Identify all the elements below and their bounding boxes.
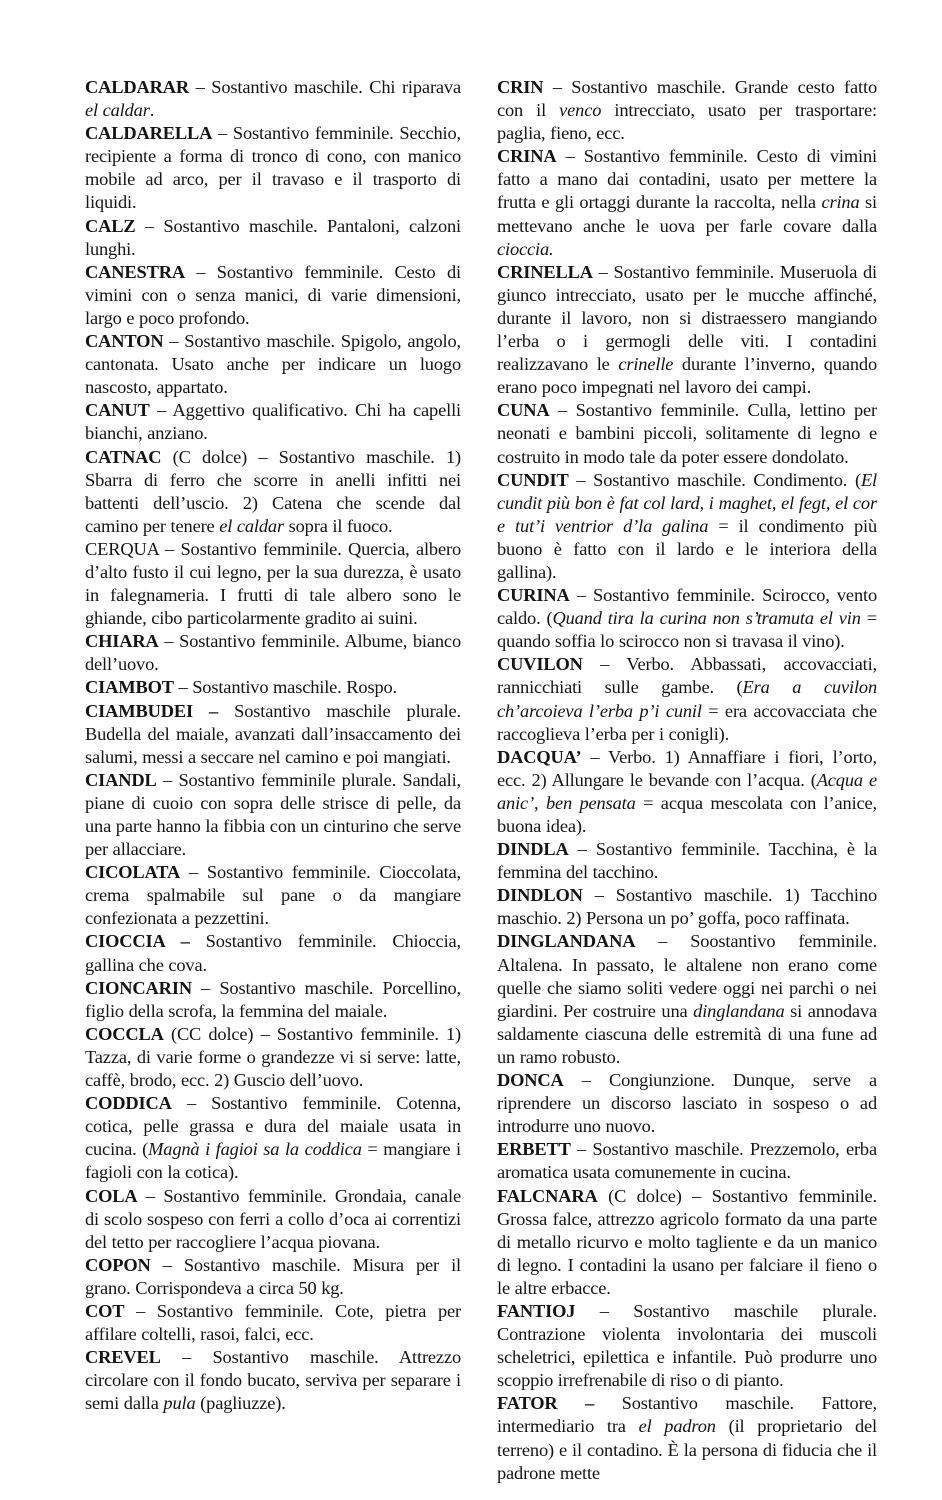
- definition-text: CERQUA – Sostantivo femminile. Quercia, albero d’alto fusto il cui legno, per la sua durezza, è usato in falegnameria. I frutti di tale albero sono le ghiande, cibo particolarmente gradito ai suini.: [85, 538, 461, 629]
- dialect-term: cioccia.: [497, 238, 554, 259]
- dictionary-entry: [85, 700, 461, 769]
- headword: COPON: [85, 1254, 151, 1275]
- definition-text: – Sostantivo femminile. Cesto di vimini fatto a mano dai contadini, usato per mettere la frutta e gli ortaggi durante la raccolta, nella: [497, 146, 877, 213]
- dialect-term: el padron: [638, 1416, 716, 1437]
- dictionary-entry: [85, 261, 461, 330]
- definition-text: – Sostantivo maschile. Grande cesto fatto con il: [497, 77, 877, 121]
- definition-text: Sostantivo maschile. Fattore, intermediario tra: [497, 1393, 878, 1437]
- headword: COLA: [85, 1185, 138, 1206]
- definition-text: – Sostantivo femminile. Secchio, recipiente a forma di tronco di cono, con manico mobile ad arco, per il travaso e il trasporto di liquidi.: [85, 123, 461, 213]
- definition-text: intrecciato, usato per trasportare: paglia, fieno, ecc.: [497, 100, 877, 144]
- dictionary-entry: [497, 930, 877, 1069]
- definition-text: (C dolce) – Sostantivo femminile. Grossa falce, attrezzo agricolo formato da una parte di metallo ricurvo e molto tagliente e da un manico di legno. I contadini la usano per falciare il fieno o le altre erbacce.: [497, 1185, 877, 1298]
- dictionary-entry: [85, 76, 461, 122]
- definition-text: – Sostantivo maschile. Condimento. (: [568, 469, 861, 490]
- headword: DINGLANDANA: [497, 931, 636, 952]
- dictionary-entry: [85, 215, 461, 261]
- dictionary-entry: [85, 122, 461, 214]
- definition-text: – Soostantivo femminile. Altalena. In passato, le altalene non erano come quelle che siamo soliti vedere oggi nei parchi o nei giardini. Per costruire una: [497, 931, 877, 1021]
- definition-text: (pagliuzze).: [195, 1393, 286, 1414]
- definition-text: – Sostantivo maschile. 1) Tacchino maschio. 2) Persona un po’ goffa, poco raffinata.: [497, 885, 877, 929]
- definition-text: – Sostantivo maschile. Prezzemolo, erba aromatica usata comunemente in cucina.: [497, 1139, 877, 1183]
- dictionary-entry: [85, 399, 461, 445]
- dictionary-entry: [497, 261, 877, 400]
- dictionary-entry: [85, 1300, 461, 1346]
- definition-text: – Sostantivo femminile. Albume, bianco dell’uovo.: [85, 631, 461, 675]
- dictionary-entry: [497, 884, 877, 930]
- headword: CIAMBUDEI –: [85, 700, 219, 721]
- headword: CANUT: [85, 400, 150, 421]
- headword: CATNAC: [85, 446, 162, 467]
- definition-text: si mettevano anche le uova per farle covare dalla: [497, 192, 877, 236]
- headword: DACQUA’: [497, 746, 582, 767]
- headword: CALZ: [85, 215, 136, 236]
- definition-text: = acqua mescolata con l’anice, buona idea).: [497, 792, 878, 836]
- definition-text: durante l’inverno, quando erano poco impegnati nel lavoro dei campi.: [497, 354, 877, 398]
- headword: FALCNARA: [497, 1185, 598, 1206]
- headword: CANESTRA: [85, 261, 185, 282]
- headword: CUVILON: [497, 654, 583, 675]
- dictionary-entry: [497, 1392, 877, 1484]
- dictionary-entry: [497, 1069, 877, 1138]
- definition-text: – Sostantivo femminile. Grondaia, canale di scolo sospeso con ferri a collo d’oca ai correntizi del tetto per raccogliere l’acqua piovana.: [85, 1185, 461, 1252]
- definition-text: sopra il fuoco.: [283, 515, 393, 536]
- headword: CIONCARIN: [85, 977, 192, 998]
- headword: CUNA: [497, 400, 550, 421]
- definition-text: .: [149, 100, 155, 121]
- definition-text: – Sostantivo femminile. Culla, lettino per neonati e bambini piccoli, solitamente di legno e costruito in modo tale da poter essere dondolato.: [497, 400, 877, 467]
- column-left: [85, 76, 461, 1415]
- dictionary-entry: [85, 1185, 461, 1254]
- definition-text: – Sostantivo femminile. Cotenna, cotica, pelle grassa e dura del maiale usata in cucina. (: [85, 1093, 461, 1160]
- dialect-term: venco: [559, 100, 602, 121]
- headword: CUNDIT: [497, 469, 569, 490]
- dictionary-entry: [497, 584, 877, 653]
- dialect-term: Era a cuvilon ch’arcoieva l’erba p’i cunil: [497, 677, 877, 721]
- definition-text: – Verbo. 1) Annaffiare i fiori, l’orto, ecc. 2) Allungare le bevande con l’acqua. (: [497, 746, 877, 790]
- headword: CIAMBOT: [85, 677, 174, 698]
- dictionary-entry: [85, 977, 461, 1023]
- definition-text: Sostantivo maschile plurale. Budella del maiale, avanzati dall’insaccamento dei salumi, messi a seccare nel camino e poi mangiati.: [85, 700, 461, 767]
- definition-text: – Sostantivo maschile plurale. Contrazione violenta involontaria dei muscoli scheletrici, epilettica e infantile. Può produrre uno scoppio irrefrenabile di riso o di pianto.: [497, 1300, 877, 1391]
- definition-text: – Sostantivo femminile. Tacchina, è la femmina del tacchino.: [497, 839, 877, 883]
- dialect-term: El cundit più bon è fat col lard, i maghet, el fegt, el cor e tut’i ventrior d’la galina: [497, 469, 877, 536]
- definition-text: – Sostantivo femminile. Scirocco, vento caldo. (: [497, 585, 877, 629]
- dialect-term: crinelle: [618, 354, 674, 375]
- dictionary-entry: [85, 330, 461, 399]
- dictionary-entry: [497, 145, 877, 260]
- dictionary-entry: [85, 676, 461, 699]
- dictionary-entry: [85, 769, 461, 861]
- dictionary-entry: [85, 446, 461, 538]
- definition-text: – Sostantivo maschile. Spigolo, angolo, cantonata. Usato anche per indicare un luogo nascosto, appartato.: [85, 331, 461, 398]
- dictionary-entry: [497, 1300, 877, 1392]
- headword: COT: [85, 1300, 125, 1321]
- definition-text: – Congiunzione. Dunque, serve a riprendere un discorso lasciato in sospeso o ad introdurre uno nuovo.: [497, 1070, 877, 1137]
- dictionary-entry: [497, 1185, 877, 1300]
- definition-text: (il proprietario del terreno) e il contadino. È la persona di fiducia che il padrone mette: [497, 1416, 878, 1483]
- headword: CRINA: [497, 146, 557, 167]
- headword: FATOR –: [497, 1393, 595, 1414]
- headword: CRINELLA: [497, 261, 593, 282]
- headword: CODDICA: [85, 1093, 172, 1114]
- column-right: [497, 76, 877, 1485]
- dictionary-entry: [497, 1138, 877, 1184]
- dictionary-entry: [85, 930, 461, 976]
- dialect-term: pula: [163, 1393, 196, 1414]
- definition-text: – Sostantivo femminile. Cesto di vimini con o senza manici, di varie dimensioni, largo e poco profondo.: [85, 261, 461, 328]
- definition-text: (CC dolce) – Sostantivo femminile. 1) Tazza, di varie forme o grandezze vi si serve: latte, caffè, brodo, ecc. 2) Guscio dell’uovo.: [85, 1023, 461, 1091]
- headword: CRIN: [497, 77, 544, 97]
- headword: COCCLA: [85, 1023, 164, 1044]
- definition-text: = il condimento più buono è fatto con il lardo e le interiora della gallina).: [497, 515, 877, 582]
- definition-text: = mangiare i fagioli con la cotica).: [85, 1139, 461, 1183]
- headword: ERBETT: [497, 1139, 571, 1160]
- dictionary-entry: [85, 1023, 461, 1092]
- definition-text: (C dolce) – Sostantivo maschile. 1) Sbarra di ferro che scorre in anelli infitti nei battenti dell’uscio. 2) Catena che scende dal camino per tenere: [85, 446, 461, 536]
- headword: CURINA: [497, 585, 570, 606]
- definition-text: – Sostantivo maschile. Misura per il grano. Corrispondeva a circa 50 kg.: [85, 1254, 461, 1298]
- dialect-term: Acqua e anic’, ben pensata: [497, 769, 877, 813]
- headword: CREVEL: [85, 1347, 161, 1368]
- definition-text: – Sostantivo femminile. Cote, pietra per affilare coltelli, rasoi, falci, ecc.: [85, 1300, 461, 1345]
- dialect-term: Magnà i fagioi sa la coddica: [148, 1139, 362, 1160]
- definition-text: – Sostantivo femminile plurale. Sandali, piane di cuoio con sopra delle strisce di pelle, da una parte hanno la fibbia con un cinturino che serve per allacciare.: [85, 769, 461, 860]
- definition-text: – Sostantivo femminile. Cioccolata, crema spalmabile sul pane o da mangiare confezionata a pezzettini.: [85, 862, 461, 929]
- definition-text: = era accovacciata che raccoglieva l’erba per i conigli).: [497, 700, 877, 744]
- headword: CALDARAR: [85, 77, 190, 97]
- headword: CANTON: [85, 331, 164, 352]
- dictionary-entry: [85, 1092, 461, 1184]
- definition-text: – Sostantivo maschile. Rospo.: [173, 677, 397, 698]
- dictionary-entry: [85, 1254, 461, 1300]
- definition-text: Sostantivo femminile. Chioccia, gallina che cova.: [85, 931, 461, 975]
- definition-text: – Sostantivo maschile. Porcellino, figlio della scrofa, la femmina del maiale.: [85, 977, 461, 1021]
- definition-text: – Sostantivo maschile. Chi riparava: [189, 77, 461, 97]
- dialect-term: el caldar: [219, 515, 284, 536]
- dictionary-entry: [497, 76, 877, 145]
- dictionary-entry: [497, 746, 877, 838]
- definition-text: = quando soffia lo scirocco non si travasa il vino).: [497, 608, 877, 652]
- headword: DINDLA: [497, 839, 569, 860]
- dictionary-entry: [497, 469, 877, 584]
- headword: CIOCCIA –: [85, 931, 190, 952]
- dictionary-entry: [85, 630, 461, 676]
- dictionary-entry: [85, 861, 461, 930]
- dialect-term: Quand tira la curina non s’tramuta el vin: [552, 608, 861, 629]
- dictionary-entry: [85, 1346, 461, 1415]
- dialect-term: el caldar: [85, 100, 150, 121]
- dictionary-entry: [85, 538, 461, 630]
- headword: CIANDL: [85, 769, 157, 790]
- headword: FANTIOJ: [497, 1300, 576, 1321]
- headword: DONCA: [497, 1070, 564, 1091]
- definition-text: si annodava saldamente ciascuna delle estremità di una fune ad un ramo robusto.: [497, 1000, 878, 1067]
- definition-text: – Verbo. Abbassati, accovacciati, rannicchiati sulle gambe. (: [497, 654, 877, 698]
- headword: CHIARA: [85, 631, 159, 652]
- headword: DINDLON: [497, 885, 583, 906]
- dictionary-entry: [497, 838, 877, 884]
- headword: CICOLATA: [85, 862, 181, 883]
- definition-text: – Sostantivo femminile. Museruola di giunco intrecciato, usato per le mucche affinché, durante il lavoro, non si distraessero mangiando l’erba o i germogli delle viti. I contadini realizzavano le: [497, 261, 877, 375]
- headword: CALDARELLA: [85, 123, 213, 144]
- definition-text: – Aggettivo qualificativo. Chi ha capelli bianchi, anziano.: [85, 400, 461, 444]
- dictionary-entry: [497, 399, 877, 468]
- definition-text: – Sostantivo maschile. Pantaloni, calzoni lunghi.: [85, 215, 461, 259]
- dialect-term: crina: [821, 192, 860, 213]
- dictionary-entry: [497, 653, 877, 745]
- dialect-term: dinglandana: [693, 1000, 785, 1021]
- definition-text: – Sostantivo maschile. Attrezzo circolare con il fondo bucato, serviva per separare i semi dalla: [85, 1347, 461, 1414]
